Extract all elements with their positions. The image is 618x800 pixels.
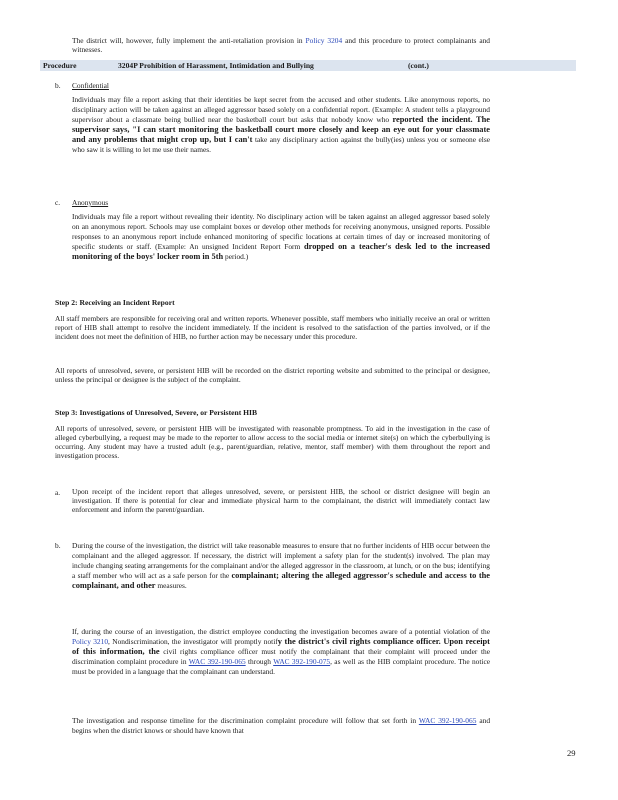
intro-paragraph [72, 37, 490, 55]
item-b-text-large: complainant; altering the alleged aggressor's schedule and access to the complainant, and other [72, 571, 490, 590]
anonymous-text: Individuals may file a report without revealing their identity. No disciplinary action will be taken against an alleged aggressor based solely on an anonymous report. Schools may use complaint boxes or develop other methods for receiving anonymous, unsigned reports. Possible responses to an anonymous report include enhanced monitoring of specific locations at certain times of day or increased monitoring of specific students or staff. (Example: An unsigned Incident Report Form [72, 212, 490, 251]
confidential-heading: Confidential [72, 81, 109, 90]
intro-text-end: and this procedure to protect complainants and witnesses. [72, 36, 490, 54]
item-b-text: During the course of the investigation, the district will take reasonable measures to ensure that no further incidents of HIB occur between the complainant and the alleged aggressor. If necessary, the district will implement a safety plan for the student(s) involved. The plan may include changing seating arrangements for the complainant and/or the alleged aggressor in the classroom, at lunch, or on the bus; identifying a staff member who will act as a safe person for the [72, 541, 490, 580]
confidential-text-end: take any disciplinary action against the bully(ies) unless you or someone else who saw it is willing to let me use their names. [72, 135, 490, 154]
wac-065-link-2[interactable]: WAC 392-190-065 [418, 716, 477, 725]
civil-rights-text-2: , Nondiscrimination, the investigator will promptly notif [108, 637, 278, 646]
section-cont: (cont.) [408, 61, 429, 70]
confidential-marker: b. [55, 81, 61, 90]
step-3-item-a-marker: a. [55, 488, 61, 497]
section-label: Procedure [43, 61, 77, 70]
step-3-item-b-marker: b. [55, 541, 61, 550]
confidential-text: Individuals may file a report asking that their identities be kept secret from the accused and other students. Like anonymous reports, no disciplinary action will be taken against an alleged aggressor based solely on a confidential report. (Example: A student tells a playground supervisor about a classmate being bullied near the basketball court but asks that nobody know who [72, 95, 490, 124]
wac-065-link[interactable]: WAC 392-190-065 [188, 657, 246, 666]
step-3-heading: Step 3: Investigations of Unresolved, Severe, or Persistent HIB [55, 408, 258, 417]
civil-rights-text: If, during the course of an investigation, the district employee conducting the investigation becomes aware of a potential violation of the [72, 627, 490, 636]
section-header [40, 60, 576, 71]
civil-rights-text-3: civil rights compliance officer must notify the complainant that their complaint will proceed under the discrimination complaint procedure in [72, 647, 490, 666]
anonymous-marker: c. [55, 198, 61, 207]
timeline-text-end: and begins when the district knows or should have known that [72, 716, 491, 735]
anonymous-text-large: dropped on a teacher's desk led to the increased monitoring of the boys' locker room in 5th [72, 242, 490, 261]
anonymous-paragraph [72, 212, 490, 262]
step-3-item-b [72, 541, 490, 591]
confidential-paragraph [72, 95, 490, 155]
policy-3204-link[interactable]: Policy 3204 [305, 36, 343, 45]
section-title: 3204P Prohibition of Harassment, Intimidation and Bullying [118, 61, 314, 70]
through-text: through [247, 657, 271, 666]
policy-3210-link[interactable]: Policy 3210 [72, 637, 109, 646]
anonymous-text-end: period.) [225, 252, 249, 261]
step-3-item-a: Upon receipt of the incident report that alleges unresolved, severe, or persistent HIB, the school or district designee will begin an investigation. If there is potential for clear and immediate physical harm to the complainant, the district will immediately contact law enforcement and inform the parent/guardian. [72, 487, 490, 514]
timeline-text: The investigation and response timeline for the discrimination complaint procedure will follow that set forth in [72, 716, 417, 725]
item-b-text-end: measures. [157, 581, 187, 590]
wac-075-link[interactable]: WAC 392-190-075 [273, 657, 331, 666]
step-3-paragraph-1: All reports of unresolved, severe, or persistent HIB will be investigated with reasonable promptness. To aid in the investigation in the case of alleged cyberbullying, a request may be made to the reporter to allow access to the social media or internet site(s) on which the cyberbullying is occurring. Any student may have a trusted adult (e.g., parent/guardian, relative, mentor, staff member) with them throughout the report and investigation process. [55, 424, 490, 460]
page-number: 29 [567, 748, 576, 758]
intro-text: The district will, however, fully implement the anti-retaliation provision in [72, 36, 303, 45]
step-2-paragraph-1: All staff members are responsible for receiving oral and written reports. Whenever possible, staff members who initially receive an oral or written report of HIB shall attempt to resolve the incident immediately. If the incident is resolved to the satisfaction of the parties involved, or if the incident does not meet the definition of HIB, no further action may be necessary under this procedure. [55, 314, 490, 341]
step-2-paragraph-2: All reports of unresolved, severe, or persistent HIB will be recorded on the district reporting website and submitted to the principal or designee, unless the principal or designee is the subject of the complaint. [55, 366, 490, 384]
civil-rights-paragraph [72, 627, 490, 677]
civil-rights-text-end: , as well as the HIB complaint procedure. The notice must be provided in a language that the complainant can understand. [72, 657, 491, 676]
timeline-paragraph [72, 716, 490, 736]
anonymous-heading: Anonymous [72, 198, 109, 207]
step-2-heading: Step 2: Receiving an Incident Report [55, 298, 175, 307]
civil-rights-text-large: y the district's civil rights compliance officer. Upon receipt of this information, the [72, 637, 490, 656]
confidential-text-large: reported the incident. The supervisor says, "I can start monitoring the basketball court more closely and keep an eye out for your classmate and any problems that might crop up, but I can't [72, 115, 490, 144]
